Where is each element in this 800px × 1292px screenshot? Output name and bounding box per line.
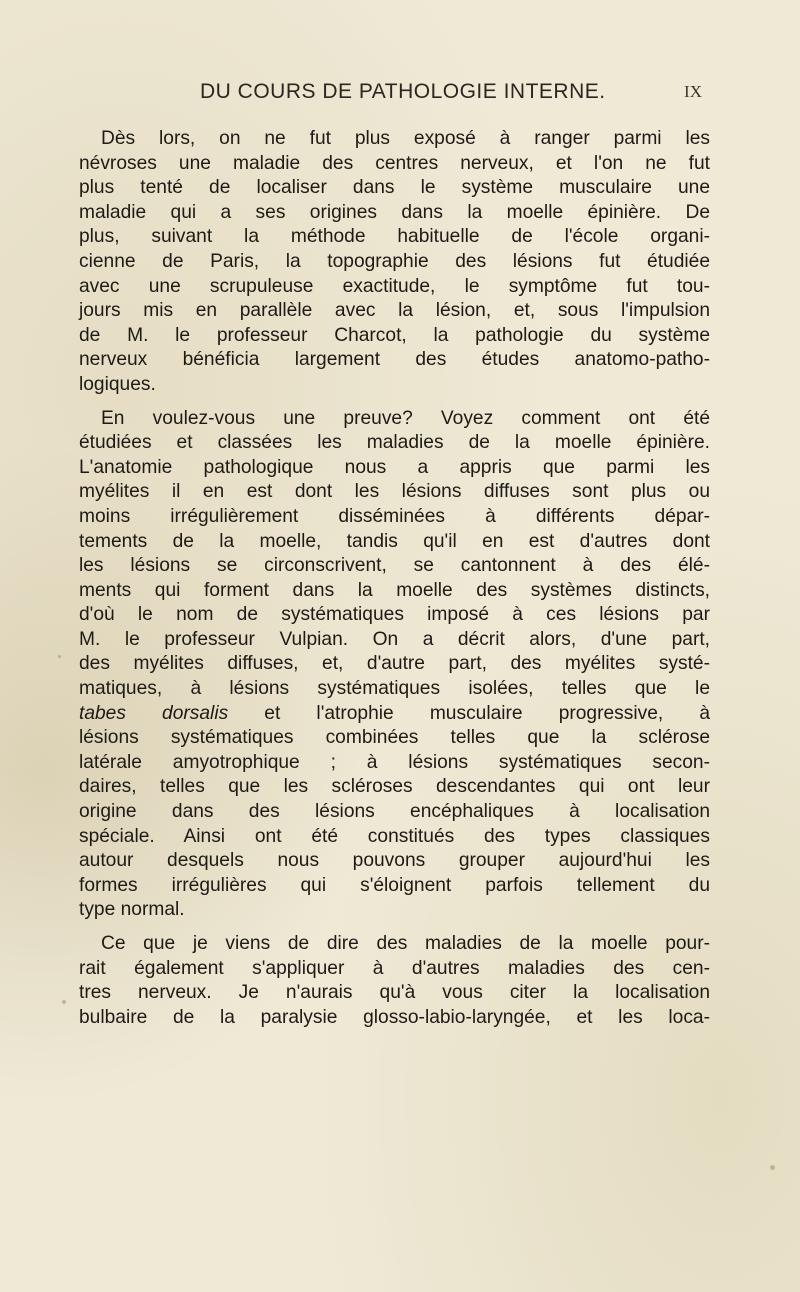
text-line: étudiées et classées les maladies de la moelle épinière. <box>79 432 710 454</box>
paper-speck <box>58 655 61 658</box>
text-line: d'où le nom de systématiques imposé à ces lésions par <box>79 604 710 626</box>
text-line: daires, telles que les scléroses descendantes qui ont leur <box>79 776 710 798</box>
text-line: ments qui forment dans la moelle des systèmes distincts, <box>79 579 710 601</box>
text-line: lésions systématiques combinées telles que la sclérose <box>79 727 710 749</box>
body-text <box>79 127 710 1030</box>
text-line: moins irrégulièrement disséminées à différents dépar- <box>79 505 710 527</box>
text-line: nerveux bénéficia largement des études anatomo-patho- <box>79 349 710 371</box>
text-line: jours mis en parallèle avec la lésion, et, sous l'impulsion <box>79 300 710 322</box>
text-line: plus, suivant la méthode habituelle de l'école organi- <box>79 226 710 248</box>
text-line-with-italic: tabes dorsalis et l'atrophie musculaire progressive, à <box>79 702 711 724</box>
text-line: cienne de Paris, la topographie des lésions fut étudiée <box>79 250 710 272</box>
text-line: des myélites diffuses, et, d'autre part, des myélites systé- <box>79 653 710 675</box>
italic-term: tabes dorsalis <box>79 702 229 724</box>
text-line: tements de la moelle, tandis qu'il en est d'autres dont <box>79 530 710 552</box>
text-line: spéciale. Ainsi ont été constitués des types classiques <box>79 825 710 847</box>
paragraph-1 <box>79 127 710 398</box>
text-line: plus tenté de localiser dans le système musculaire une <box>79 177 710 199</box>
paper-speck <box>62 1000 66 1004</box>
text-line: les lésions se circonscrivent, se cantonnent à des élé- <box>79 555 710 577</box>
text-line: de M. le professeur Charcot, la pathologie du système <box>79 324 710 346</box>
text-line: névroses une maladie des centres nerveux, et l'on ne fut <box>79 152 710 174</box>
text-line: avec une scrupuleuse exactitude, le symptôme fut tou- <box>79 275 710 297</box>
text-line: autour desquels nous pouvons grouper aujourd'hui les <box>79 850 710 872</box>
text-line: bulbaire de la paralysie glosso-labio-laryngée, et les loca- <box>79 1006 710 1028</box>
page-number: IX <box>684 82 702 101</box>
text-line: rait également s'appliquer à d'autres maladies des cen- <box>79 957 710 979</box>
text-line: maladie qui a ses origines dans la moelle épinière. De <box>79 201 710 223</box>
page-header <box>170 80 710 110</box>
text-line: type normal. <box>79 899 185 921</box>
text-line: logiques. <box>79 373 156 395</box>
text-line: myélites il en est dont les lésions diffuses sont plus ou <box>79 481 710 503</box>
text-line: matiques, à lésions systématiques isolées, telles que le <box>79 678 710 700</box>
text-line: formes irrégulières qui s'éloignent parfois tellement du <box>79 874 710 896</box>
text-line: En voulez-vous une preuve? Voyez comment ont été <box>101 407 710 429</box>
paper-speck <box>770 1165 775 1170</box>
text-line: origine dans des lésions encéphaliques à localisation <box>79 801 710 823</box>
text-line: latérale amyotrophique ; à lésions systématiques secon- <box>79 751 710 773</box>
text-line: M. le professeur Vulpian. On a décrit alors, d'une part, <box>79 628 710 650</box>
text-line: Dès lors, on ne fut plus exposé à ranger parmi les <box>101 128 710 149</box>
paragraph-3 <box>79 932 710 1030</box>
text-line: Ce que je viens de dire des maladies de la moelle pour- <box>101 933 710 954</box>
paragraph-2 <box>79 407 710 923</box>
running-title: DU COURS DE PATHOLOGIE INTERNE. <box>200 80 606 103</box>
text-line: L'anatomie pathologique nous a appris que parmi les <box>79 456 710 478</box>
text-line: tres nerveux. Je n'aurais qu'à vous citer la localisation <box>79 982 710 1004</box>
